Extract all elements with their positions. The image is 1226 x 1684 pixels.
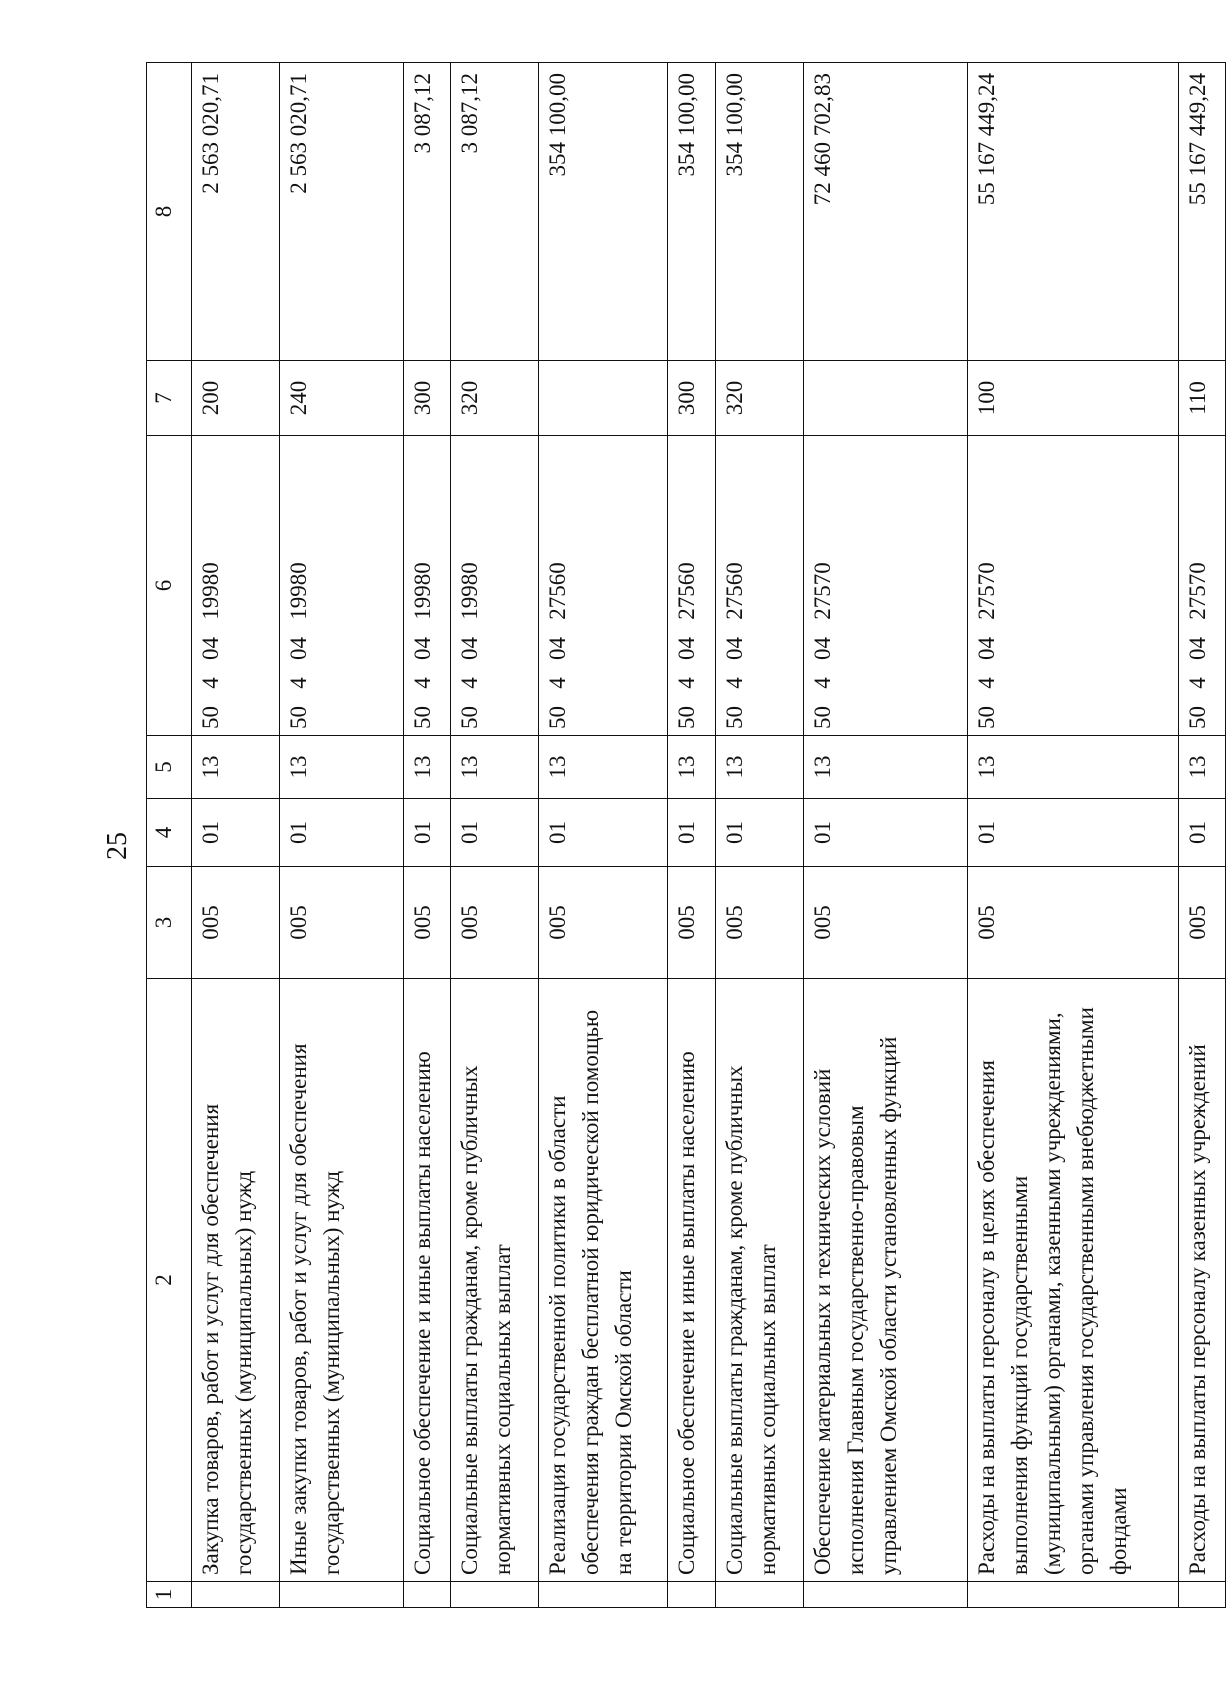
table-row [803, 63, 967, 1608]
ministry-code-cell: 005 [967, 867, 1178, 979]
target-article-cell: 50 4 04 19980 [451, 436, 539, 736]
subsection-code-cell: 13 [404, 736, 451, 799]
table-row [539, 63, 668, 1608]
target-article-cell: 50 4 04 19980 [191, 436, 279, 736]
expense-name-cell: Социальное обеспечение и иные выплаты населению [668, 979, 715, 1582]
header-cell: 8 [147, 63, 192, 361]
table-row [668, 63, 715, 1608]
row-number-cell [715, 1582, 803, 1608]
section-code-cell: 01 [803, 799, 967, 867]
subsection-code-cell: 13 [279, 736, 403, 799]
expense-name-cell: Обеспечение материальных и технических условий исполнения Главным государственно-правовым управлением Омской области установленных функций [803, 979, 967, 1582]
row-number-cell [1178, 1582, 1225, 1608]
table-row [967, 63, 1178, 1608]
amount-cell: 3 087,12 [404, 63, 451, 361]
section-code-cell: 01 [715, 799, 803, 867]
table-row [279, 63, 403, 1608]
amount-cell: 55 167 449,24 [967, 63, 1178, 361]
expense-type-cell: 320 [451, 361, 539, 436]
expense-name-cell: Расходы на выплаты персоналу в целях обеспечения выполнения функций государственными (муниципальными) органами, казенными учреждениями, органами управления государственными внебюджетными фондами [967, 979, 1178, 1582]
ministry-code-cell: 005 [539, 867, 668, 979]
section-code-cell: 01 [191, 799, 279, 867]
target-article-cell: 50 4 04 19980 [279, 436, 403, 736]
header-cell: 7 [147, 361, 192, 436]
row-number-cell [539, 1582, 668, 1608]
subsection-code-cell: 13 [715, 736, 803, 799]
amount-cell: 3 087,12 [451, 63, 539, 361]
expense-type-cell: 300 [404, 361, 451, 436]
ministry-code-cell: 005 [1178, 867, 1225, 979]
expense-name-cell: Социальные выплаты гражданам, кроме публичных нормативных социальных выплат [715, 979, 803, 1582]
section-code-cell: 01 [668, 799, 715, 867]
target-article-cell: 50 4 04 27570 [1178, 436, 1225, 736]
header-cell: 2 [147, 979, 192, 1582]
section-code-cell: 01 [279, 799, 403, 867]
section-code-cell: 01 [539, 799, 668, 867]
amount-cell: 55 167 449,24 [1178, 63, 1225, 361]
table-row [451, 63, 539, 1608]
ministry-code-cell: 005 [803, 867, 967, 979]
amount-cell: 2 563 020,71 [191, 63, 279, 361]
target-article-cell: 50 4 04 27560 [668, 436, 715, 736]
row-number-cell [451, 1582, 539, 1608]
expense-type-cell: 100 [967, 361, 1178, 436]
ministry-code-cell: 005 [404, 867, 451, 979]
ministry-code-cell: 005 [715, 867, 803, 979]
subsection-code-cell: 13 [967, 736, 1178, 799]
amount-cell: 2 563 020,71 [279, 63, 403, 361]
amount-cell: 354 100,00 [668, 63, 715, 361]
table-row [715, 63, 803, 1608]
section-code-cell: 01 [967, 799, 1178, 867]
expense-type-cell: 200 [191, 361, 279, 436]
row-number-cell [803, 1582, 967, 1608]
ministry-code-cell: 005 [191, 867, 279, 979]
subsection-code-cell: 13 [803, 736, 967, 799]
subsection-code-cell: 13 [191, 736, 279, 799]
subsection-code-cell: 13 [668, 736, 715, 799]
subsection-code-cell: 13 [1178, 736, 1225, 799]
ministry-code-cell: 005 [279, 867, 403, 979]
expense-type-cell: 240 [279, 361, 403, 436]
header-row [147, 63, 192, 1608]
table-row [1178, 63, 1225, 1608]
expense-name-cell: Реализация государственной политики в области обеспечения граждан бесплатной юридической помощью на территории Омской области [539, 979, 668, 1582]
expense-type-cell [803, 361, 967, 436]
amount-cell: 72 460 702,83 [803, 63, 967, 361]
subsection-code-cell: 13 [451, 736, 539, 799]
row-number-cell [668, 1582, 715, 1608]
budget-table [146, 62, 1226, 1608]
amount-cell: 354 100,00 [715, 63, 803, 361]
header-cell: 6 [147, 436, 192, 736]
expense-name-cell: Закупка товаров, работ и услуг для обеспечения государственных (муниципальных) нужд [191, 979, 279, 1582]
section-code-cell: 01 [404, 799, 451, 867]
target-article-cell: 50 4 04 27570 [803, 436, 967, 736]
expense-type-cell: 300 [668, 361, 715, 436]
expense-name-cell: Социальное обеспечение и иные выплаты населению [404, 979, 451, 1582]
amount-cell: 354 100,00 [539, 63, 668, 361]
table-row [191, 63, 279, 1608]
header-cell: 1 [147, 1582, 192, 1608]
header-cell: 3 [147, 867, 192, 979]
subsection-code-cell: 13 [539, 736, 668, 799]
ministry-code-cell: 005 [668, 867, 715, 979]
page-number: 25 [102, 832, 133, 860]
expense-type-cell [539, 361, 668, 436]
target-article-cell: 50 4 04 27560 [539, 436, 668, 736]
target-article-cell: 50 4 04 27560 [715, 436, 803, 736]
row-number-cell [279, 1582, 403, 1608]
expense-name-cell: Расходы на выплаты персоналу казенных учреждений [1178, 979, 1225, 1582]
target-article-cell: 50 4 04 27570 [967, 436, 1178, 736]
table-row [404, 63, 451, 1608]
ministry-code-cell: 005 [451, 867, 539, 979]
expense-type-cell: 110 [1178, 361, 1225, 436]
target-article-cell: 50 4 04 19980 [404, 436, 451, 736]
row-number-cell [404, 1582, 451, 1608]
expense-type-cell: 320 [715, 361, 803, 436]
section-code-cell: 01 [1178, 799, 1225, 867]
header-cell: 4 [147, 799, 192, 867]
expense-name-cell: Иные закупки товаров, работ и услуг для обеспечения государственных (муниципальных) нужд [279, 979, 403, 1582]
header-cell: 5 [147, 736, 192, 799]
budget-table-container [146, 63, 1226, 1608]
expense-name-cell: Социальные выплаты гражданам, кроме публичных нормативных социальных выплат [451, 979, 539, 1582]
row-number-cell [967, 1582, 1178, 1608]
section-code-cell: 01 [451, 799, 539, 867]
row-number-cell [191, 1582, 279, 1608]
